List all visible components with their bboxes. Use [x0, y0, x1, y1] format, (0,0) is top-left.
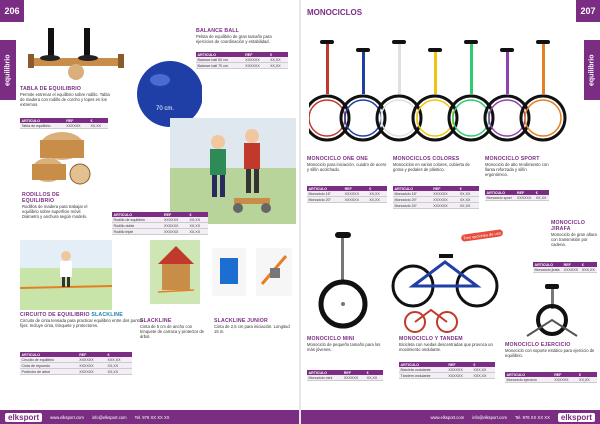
uni-color-block [393, 156, 479, 172]
footer-email[interactable]: info@elksport.com [91, 414, 127, 420]
uni-giraffe-table: ARTICULO REF € Monociclo jirafa XXXXXX XXX,XX [533, 262, 597, 273]
cinta1-block [140, 318, 208, 339]
uni-giraffe-title: MONOCICLO JIRAFA [551, 220, 586, 232]
uni-color-table: ARTICULO REF € Monociclo 16" XXXXXX XX,XX Monociclo 20" XXXXXX XX,XX Monociclo 24" XXXXXX XX,XX [393, 186, 479, 209]
uni-color-title: MONOCICLOS COLORES [393, 156, 460, 162]
uni-color-desc: Monociclos en varios colores, cubierta de goma y pedales de plástico. [393, 162, 470, 172]
bici-table: ARTICULO REF € Bicicleta ondulante XXXXXX XXX,XX Tándem ondulante XXXXXX XXX,XX [399, 362, 495, 379]
balance-dim-label: 70 cm. [156, 106, 175, 112]
wobble-bike-image [385, 226, 505, 336]
uni-ejercicio-desc: Monociclo con soporte estático para ejercicio de equilibrio. [505, 348, 595, 358]
rodillos-block [22, 192, 92, 219]
uni-ejercicio-block [505, 342, 597, 358]
uni-sport-block [485, 156, 549, 177]
tabla-block [20, 86, 110, 107]
circuito-desc: Circuito de cinta tensada para practicar equilibrio entre dos puntos fijos. Incluye cinta, trinquete y protectores. [20, 318, 144, 328]
uni-mini-block [307, 336, 383, 352]
footer-web[interactable]: www.elksport.com [430, 414, 465, 420]
cinta1-desc: Cinta de 5 cm de ancho con trinquete de carraca y protector de árbol. [140, 324, 205, 339]
bici-title: MONOCICLO Y TANDEM [399, 336, 463, 342]
brand-logo: elksport [558, 413, 595, 422]
balance-block [196, 28, 288, 44]
footer-email[interactable]: info@elksport.com [472, 414, 507, 420]
uni-ejercicio-table: ARTICULO REF € Monociclo ejercicio XXXXXX XX,XX [505, 372, 597, 383]
uni-mini-image [307, 226, 377, 336]
uni-mini-title: MONOCICLO MINI [307, 336, 355, 342]
footer-phone: Tel. 976 XX XX XX [134, 414, 170, 420]
uni-sport-title: MONOCICLO SPORT [485, 156, 540, 162]
page-number: 206 [0, 0, 24, 22]
tabla-table: ARTICULO REF € Tabla de equilibrio XXXXXX XX,XX [20, 118, 108, 129]
rodillos-table: ARTICULO REF € Rodillo de equilibrio XXXXXX XX,XX Rodillo doble XXXXXX XX,XX Rodillo triple XXXXXX XX,XX [112, 212, 208, 235]
circuito-title: CIRCUITO DE EQUILIBRIO SLACKLINE [20, 312, 123, 318]
uni-mini-table: ARTICULO REF € Monociclo mini XXXXXX XX,XX [307, 370, 383, 381]
left-page [0, 0, 299, 424]
right-page [301, 0, 600, 424]
children-walker-photo [170, 118, 296, 224]
slackline-photo [20, 240, 112, 310]
cinta2-block [214, 318, 294, 334]
bici-block [399, 336, 495, 352]
left-footer [0, 410, 299, 424]
uni-giraffe-block [551, 220, 597, 247]
uni-ejercicio-image [507, 282, 597, 340]
uni-one-title: MONOCICLO ONE ONE [307, 156, 369, 162]
uni-one-table: ARTICULO REF € Monociclo 16" XXXXXX XX,XX Monociclo 20" XXXXXX XX,XX [307, 186, 387, 203]
cinta2-desc: Cinta de 2,5 cm para iniciación. Longitud 15 m. [214, 324, 290, 334]
footer-phone: Tel. 976 XX XX XX [514, 414, 550, 420]
balance-board-image [20, 22, 130, 84]
tabla-desc: Permite entrenar el equilibrio sobre rodillo. Tabla de madera con rodillo de corcho y topes en los extremos. [20, 92, 110, 107]
rodillos-title: RODILLOS DE EQUILIBRIO [22, 192, 60, 204]
circuito-table: ARTICULO REF € Circuito de equilibrio XXXXXX XXX,XX Cinta de repuesto XXXXXX XX,XX Protector de árbol XXXXXX XX,XX [20, 352, 132, 375]
uni-sport-desc: Monociclo de alto rendimiento con llanta reforzada y sillín ergonómico. [485, 162, 549, 177]
uni-ejercicio-title: MONOCICLO EJERCICIO [505, 342, 571, 348]
balance-desc: Pelota de equilibrio de gran tamaño para ejercicios de coordinación y estabilidad. [196, 34, 272, 44]
uni-sport-table: ARTICULO REF € Monociclo sport XXXXXX XX,XX [485, 190, 549, 201]
rollers-image [22, 126, 92, 192]
uni-one-block [307, 156, 387, 172]
rodillos-desc: Rodillos de madera para trabajar el equilibrio sobre superficie móvil. Diámetro y anchura según modelo. [22, 204, 88, 219]
balance-title: BALANCE BALL [196, 28, 240, 34]
ratchet-images [210, 244, 294, 300]
bici-desc: Bicicleta con ruedas descentradas que provoca un movimiento ondulante. [399, 342, 493, 352]
cinta1-title: SLACKLINE [140, 318, 172, 324]
section-tab: equilibrio [584, 40, 600, 100]
cinta2-title: SLACKLINE JUNIOR [214, 318, 268, 324]
playground-photo [150, 240, 200, 304]
tabla-title: TABLA DE EQUILIBRIO [20, 86, 82, 92]
page-number: 207 [576, 0, 600, 22]
uni-giraffe-desc: Monociclo de gran altura con transmisión por cadena. [551, 232, 597, 247]
unicycles-row-image [309, 30, 579, 150]
section-heading: MONOCICLOS [307, 8, 363, 17]
brand-logo: elksport [5, 413, 42, 422]
section-tab: equilibrio [0, 40, 16, 100]
uni-one-desc: Monociclo para iniciación, cuadro de acero y sillín acolchado. [307, 162, 387, 172]
uni-mini-desc: Monociclo de pequeño tamaño para los más jóvenes. [307, 342, 381, 352]
circuito-block [20, 312, 146, 328]
usage-badge: Tres opciones de uso [461, 229, 504, 242]
footer-web[interactable]: www.elksport.com [50, 414, 84, 420]
right-footer [301, 410, 600, 424]
balance-table: ARTICULO REF € Balance ball 50 cm XXXXXX XX,XX Balance ball 70 cm XXXXXX XX,XX [196, 52, 288, 69]
